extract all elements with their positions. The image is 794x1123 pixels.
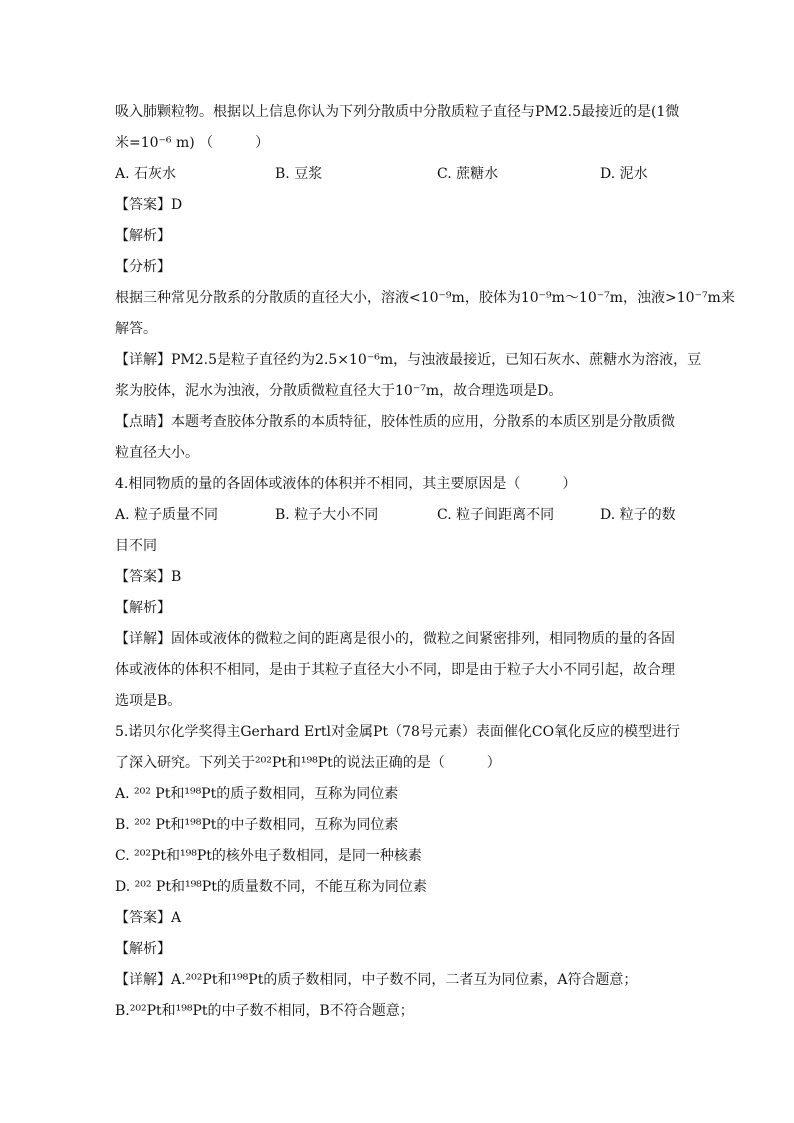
q3-dianjing-line1: 【点睛】本题考查胶体分散系的本质特征，胶体性质的应用，分散系的本质区别是分散质微: [115, 414, 675, 430]
q3-fenxi-line2: 解答。: [115, 321, 157, 337]
q4-answer: 【答案】B: [115, 569, 182, 585]
q4-option-c: C. 粒子间距离不同: [437, 507, 555, 523]
q5-detail-line1: 【详解】A.²⁰²Pt和¹⁹⁸Pt的质子数相同，中子数不同，二者互为同位素，A符合题意；: [115, 972, 638, 988]
q5-option-b: B. ²⁰² Pt和¹⁹⁸Pt的中子数相同，互称为同位素: [115, 817, 399, 833]
document-page: [115, 97, 735, 1027]
q5-option-c: C. ²⁰²Pt和¹⁹⁸Pt的核外电子数相同，是同一种核素: [115, 848, 422, 864]
q5-detail-line2: B.²⁰²Pt和¹⁹⁸Pt的中子数不相同，B不符合题意；: [115, 1003, 414, 1019]
q5-answer: 【答案】A: [115, 910, 182, 926]
q4-analysis-heading: 【解析】: [115, 600, 171, 616]
q3-option-d: D. 泥水: [600, 166, 648, 182]
q4-detail-line3: 选项是B。: [115, 693, 182, 709]
q5-stem-line2: 了深入研究。下列关于²⁰²Pt和¹⁹⁸Pt的说法正确的是（ ）: [115, 755, 501, 771]
q4-option-a: A. 粒子质量不同: [115, 507, 219, 523]
q5-option-d: D. ²⁰² Pt和¹⁹⁸Pt的质量数不同，不能互称为同位素: [115, 879, 427, 895]
q4-option-b: B. 粒子大小不同: [275, 507, 379, 523]
q3-stem-line2: 米=10⁻⁶ m) （ ）: [115, 135, 270, 151]
q5-analysis-heading: 【解析】: [115, 941, 171, 957]
q3-analysis-heading: 【解析】: [115, 228, 171, 244]
q5-stem-line1: 5.诺贝尔化学奖得主Gerhard Ertl对金属Pt（78号元素）表面催化CO氧化反应的模型进行: [115, 724, 681, 740]
q3-detail-line2: 浆为胶体，泥水为浊液，分散质微粒直径大于10⁻⁷m，故合理选项是D。: [115, 383, 563, 399]
q4-detail-line1: 【详解】固体或液体的微粒之间的距离是很小的，微粒之间紧密排列，相同物质的量的各固: [115, 631, 675, 647]
q3-option-a: A. 石灰水: [115, 166, 177, 182]
q3-answer: 【答案】D: [115, 197, 183, 213]
q3-option-c: C. 蔗糖水: [437, 166, 499, 182]
q5-option-a: A. ²⁰² Pt和¹⁹⁸Pt的质子数相同，互称为同位素: [115, 786, 399, 802]
q4-stem: 4.相同物质的量的各固体或液体的体积并不相同，其主要原因是（ ）: [115, 476, 577, 492]
q3-detail-line1: 【详解】PM2.5是粒子直径约为2.5×10⁻⁶m，与浊液最接近，已知石灰水、蔗糖水为溶液，豆: [115, 352, 702, 368]
q3-stem-line1: 吸入肺颗粒物。根据以上信息你认为下列分散质中分散质粒子直径与PM2.5最接近的是(1微: [115, 104, 680, 120]
q3-dianjing-line2: 粒直径大小。: [115, 445, 199, 461]
q4-options: [115, 500, 685, 531]
q4-detail-line2: 体或液体的体积不相同，是由于其粒子直径大小不同，即是由于粒子大小不同引起，故合理: [115, 662, 675, 678]
q3-option-b: B. 豆浆: [275, 166, 323, 182]
q3-options: [115, 159, 685, 190]
q4-option-d: D. 粒子的数: [600, 507, 676, 523]
q3-fenxi-heading: 【分析】: [115, 259, 171, 275]
q3-fenxi-line1: 根据三种常见分散系的分散质的直径大小，溶液<10⁻⁹m，胶体为10⁻⁹m～10⁻⁷m，浊液>10⁻⁷m来: [115, 290, 735, 306]
q4-option-d-continued: 目不同: [115, 538, 157, 554]
